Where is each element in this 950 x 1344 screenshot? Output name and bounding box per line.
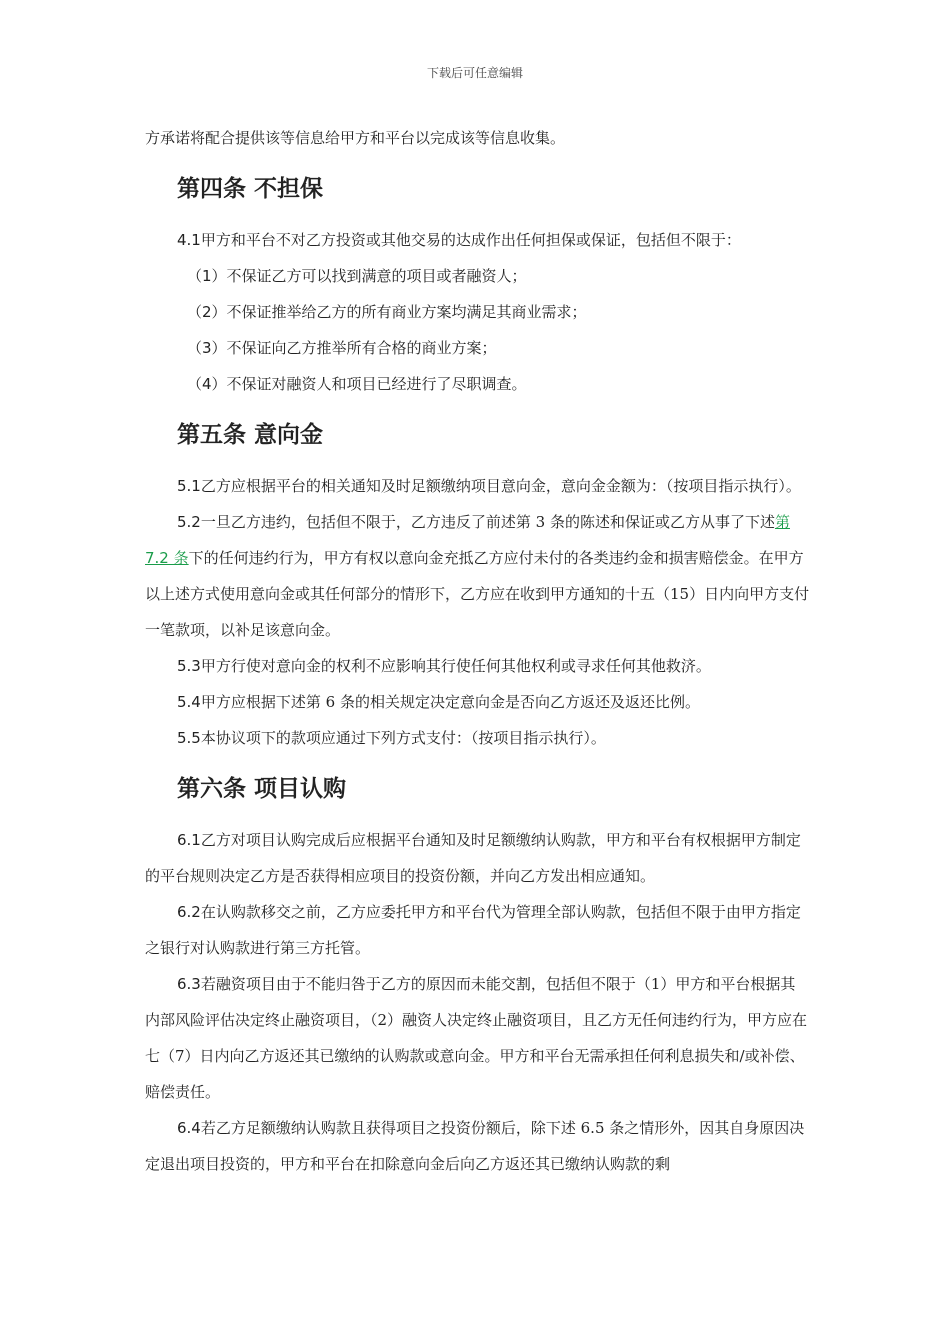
section-4-title: 第四条 不担保: [177, 176, 324, 202]
list-item-3: [145, 330, 810, 366]
clause-text: 若融资项目由于不能归咎于乙方的原因而未能交割，包括但不限于（1）甲方和平台根据其内部风险评估决定终止融资项目，（2）融资人决定终止融资项目，且乙方无任何违约行为，甲方应在七（7）日内向乙方返还其已缴纳的认购款或意向金。甲方和平台无需承担任何利息损失和/或补偿、赔偿责任。: [145, 975, 808, 1101]
clause-text: 若乙方足额缴纳认购款且获得项目之投资份额后，除下述 6.5 条之情形外，因其自身原因决定退出项目投资的，甲方和平台在扣除意向金后向乙方返还其已缴纳认购款的剩: [145, 1119, 805, 1173]
clause-text: 在认购款移交之前，乙方应委托甲方和平台代为管理全部认购款，包括但不限于由甲方指定之银行对认购款进行第三方托管。: [145, 903, 801, 957]
clause-6-1: [145, 822, 810, 894]
clause-number: 4.1: [177, 231, 201, 249]
clause-text: 甲方应根据下述第 6 条的相关规定决定意向金是否向乙方返还及返还比例。: [200, 693, 700, 711]
clause-text: 甲方和平台不对乙方投资或其他交易的达成作出任何担保或保证，包括但不限于：: [200, 231, 741, 249]
clause-5-4: [145, 684, 810, 720]
clause-5-2: [145, 504, 810, 648]
item-text: 不保证推举给乙方的所有商业方案均满足其商业需求；: [226, 303, 587, 321]
list-item-1: [145, 258, 810, 294]
clause-number: 5.4: [177, 693, 201, 711]
clause-5-5: [145, 720, 810, 756]
clause-text: 乙方对项目认购完成后应根据平台通知及时足额缴纳认购款，甲方和平台有权根据甲方制定的平台规则决定乙方是否获得相应项目的投资份额，并向乙方发出相应通知。: [145, 831, 801, 885]
list-item-2: [145, 294, 810, 330]
item-number: （2）: [187, 303, 227, 321]
item-number: （4）: [187, 375, 227, 393]
clause-number: 5.3: [177, 657, 201, 675]
list-item-4: [145, 366, 810, 402]
clause-text: 本协议项下的款项应通过下列方式支付：（按项目指示执行）。: [200, 729, 606, 747]
document-body: [145, 120, 810, 1182]
clause-number: 6.1: [177, 831, 201, 849]
section-6-title: 第六条 项目认购: [177, 776, 347, 802]
clause-5-1: [145, 468, 810, 504]
clause-6-2: [145, 894, 810, 966]
clause-number: 5.2: [177, 513, 201, 531]
clause-number: 6.2: [177, 903, 201, 921]
clause-6-4: [145, 1110, 810, 1182]
clause-text: 一旦乙方违约，包括但不限于，乙方违反了前述第 3 条的陈述和保证或乙方从事了下述: [200, 513, 775, 531]
item-number: （3）: [187, 339, 227, 357]
clause-number: 5.1: [177, 477, 201, 495]
clause-text: 乙方应根据平台的相关通知及时足额缴纳项目意向金，意向金金额为：（按项目指示执行）。: [200, 477, 801, 495]
clause-number: 5.5: [177, 729, 201, 747]
continued-paragraph: 方承诺将配合提供该等信息给甲方和平台以完成该等信息收集。: [145, 129, 566, 147]
clause-text: 甲方行使对意向金的权利不应影响其行使任何其他权利或寻求任何其他救济。: [200, 657, 711, 675]
item-text: 不保证对融资人和项目已经进行了尽职调查。: [226, 375, 527, 393]
clause-number: 6.4: [177, 1119, 201, 1137]
clause-text-continued: 下的任何违约行为，甲方有权以意向金充抵乙方应付未付的各类违约金和损害赔偿金。在甲方以上述方式使用意向金或其任何部分的情形下，乙方应在收到甲方通知的十五（15）日内向甲方支付一笔款项，以补足该意向金。: [145, 549, 810, 639]
section-5-title: 第五条 意向金: [177, 422, 324, 448]
clause-6-3: [145, 966, 810, 1110]
clause-7-2-link[interactable]: 第 7.2 条: [145, 513, 790, 567]
page-header: 下载后可任意编辑: [426, 66, 523, 80]
item-text: 不保证向乙方推举所有合格的商业方案；: [226, 339, 497, 357]
item-number: （1）: [187, 267, 227, 285]
clause-5-3: [145, 648, 810, 684]
clause-number: 6.3: [177, 975, 201, 993]
item-text: 不保证乙方可以找到满意的项目或者融资人；: [226, 267, 527, 285]
clause-4-1: [145, 222, 810, 258]
